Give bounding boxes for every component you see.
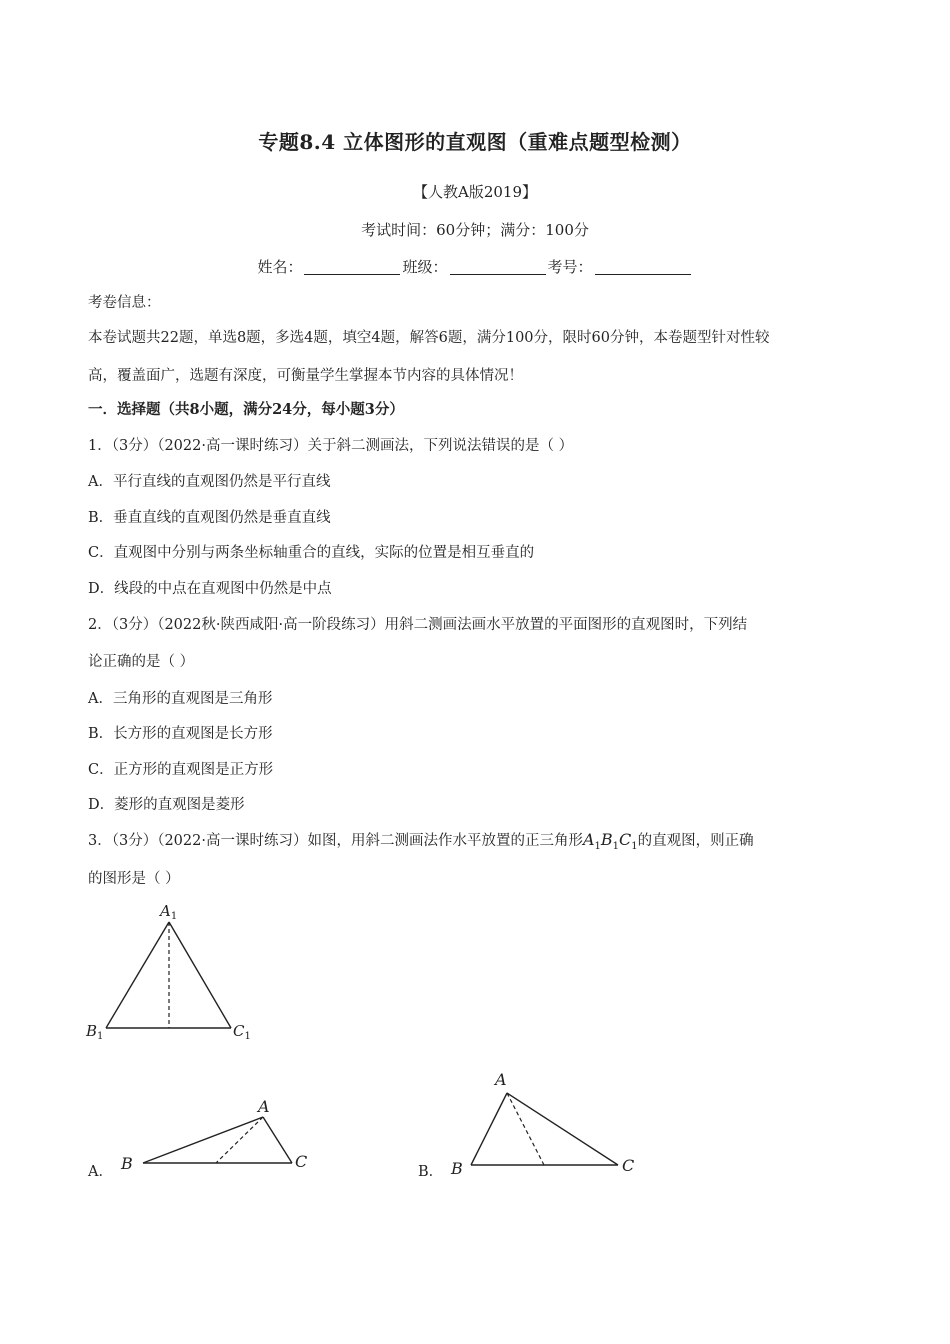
triangle-name-math — [582, 830, 638, 853]
question-1-option-c: C．直观图中分别与两条坐标轴重合的直线，实际的位置是相互垂直的 — [88, 545, 535, 561]
math-a: A — [582, 830, 595, 849]
class-label: 班级： — [402, 258, 448, 276]
question-3-option-a-label: A． — [88, 1164, 113, 1180]
option-a-label-b: B — [121, 1154, 133, 1173]
option-a-edge-ab — [143, 1117, 263, 1163]
option-a-label-c: C — [295, 1152, 308, 1171]
math-b-sub: 1 — [612, 841, 620, 853]
question-3-stem-after: 的直观图，则正确 — [637, 833, 754, 849]
option-a-label-a: A — [258, 1097, 270, 1116]
question-1-stem: 1．（3分）（2022·高一课时练习）关于斜二测画法，下列说法错误的是（ ） — [88, 438, 574, 454]
question-1-option-d: D．线段的中点在直观图中仍然是中点 — [88, 581, 332, 597]
info-line-1: 本卷试题共22题，单选8题，多选4题，填空4题，解答6题，满分100分，限时60分钟，本卷题型针对性较 — [88, 330, 770, 346]
class-blank — [450, 260, 546, 275]
exam-timing: 考试时间：60分钟；满分：100分 — [361, 221, 589, 239]
vertex-label-a1: $A_1$ — [160, 902, 178, 922]
option-a-figure — [115, 1090, 325, 1180]
option-a-dashed-segment — [216, 1117, 263, 1163]
option-b-label-c: C — [622, 1156, 635, 1175]
triangle-edge-right — [169, 922, 231, 1028]
math-a-sub: 1 — [594, 841, 601, 853]
question-2-option-b: B．长方形的直观图是长方形 — [88, 726, 273, 742]
question-3-stem-line-2: 的图形是（ ） — [88, 871, 180, 887]
math-b: B — [600, 830, 613, 849]
question-2-option-a: A．三角形的直观图是三角形 — [88, 691, 273, 707]
info-heading: 考卷信息： — [88, 295, 161, 311]
exam-no-label: 考号： — [547, 258, 593, 276]
question-2-option-d: D．菱形的直观图是菱形 — [88, 797, 245, 813]
original-triangle-figure — [80, 898, 260, 1048]
question-3-stem-line-1 — [88, 830, 754, 857]
option-b-label-b: B — [451, 1159, 463, 1178]
vertex-label-b1: $B_1$ — [86, 1022, 104, 1042]
exam-no-blank — [595, 260, 691, 275]
info-line-2: 高，覆盖面广，选题有深度，可衡量学生掌握本节内容的具体情况！ — [88, 368, 523, 384]
question-1-option-b: B．垂直直线的直观图仍然是垂直直线 — [88, 510, 331, 526]
section-heading: 一．选择题（共8小题，满分24分，每小题3分） — [88, 401, 404, 418]
name-blank — [304, 260, 400, 275]
question-1-option-a: A．平行直线的直观图仍然是平行直线 — [88, 474, 331, 490]
name-label: 姓名： — [257, 258, 303, 276]
triangle-edge-left — [106, 922, 169, 1028]
option-b-label-a: A — [495, 1070, 507, 1089]
option-b-dashed-segment — [507, 1093, 544, 1165]
student-info-line — [0, 256, 950, 277]
option-a-edge-ac — [263, 1117, 292, 1163]
question-2-stem-line-1: 2．（3分）（2022秋·陕西咸阳·高一阶段练习）用斜二测画法画水平放置的平面图形的直观图时，下列结 — [88, 617, 748, 633]
option-b-figure — [445, 1065, 655, 1180]
question-3-option-b-label: B． — [418, 1164, 444, 1180]
math-c-sub: 1 — [631, 841, 638, 853]
math-c: C — [619, 830, 632, 849]
option-b-edge-ac — [507, 1093, 618, 1165]
option-b-edge-ab — [471, 1093, 507, 1165]
question-2-option-c: C．正方形的直观图是正方形 — [88, 762, 274, 778]
page-title: 专题8.4 立体图形的直观图（重难点题型检测） — [258, 130, 692, 154]
question-2-stem-line-2: 论正确的是（ ） — [88, 654, 195, 670]
question-3-stem-before: 3．（3分）（2022·高一课时练习）如图，用斜二测画法作水平放置的正三角形 — [88, 833, 583, 849]
vertex-label-c1: $C_1$ — [233, 1022, 251, 1042]
edition-label: 【人教A版2019】 — [412, 183, 537, 201]
